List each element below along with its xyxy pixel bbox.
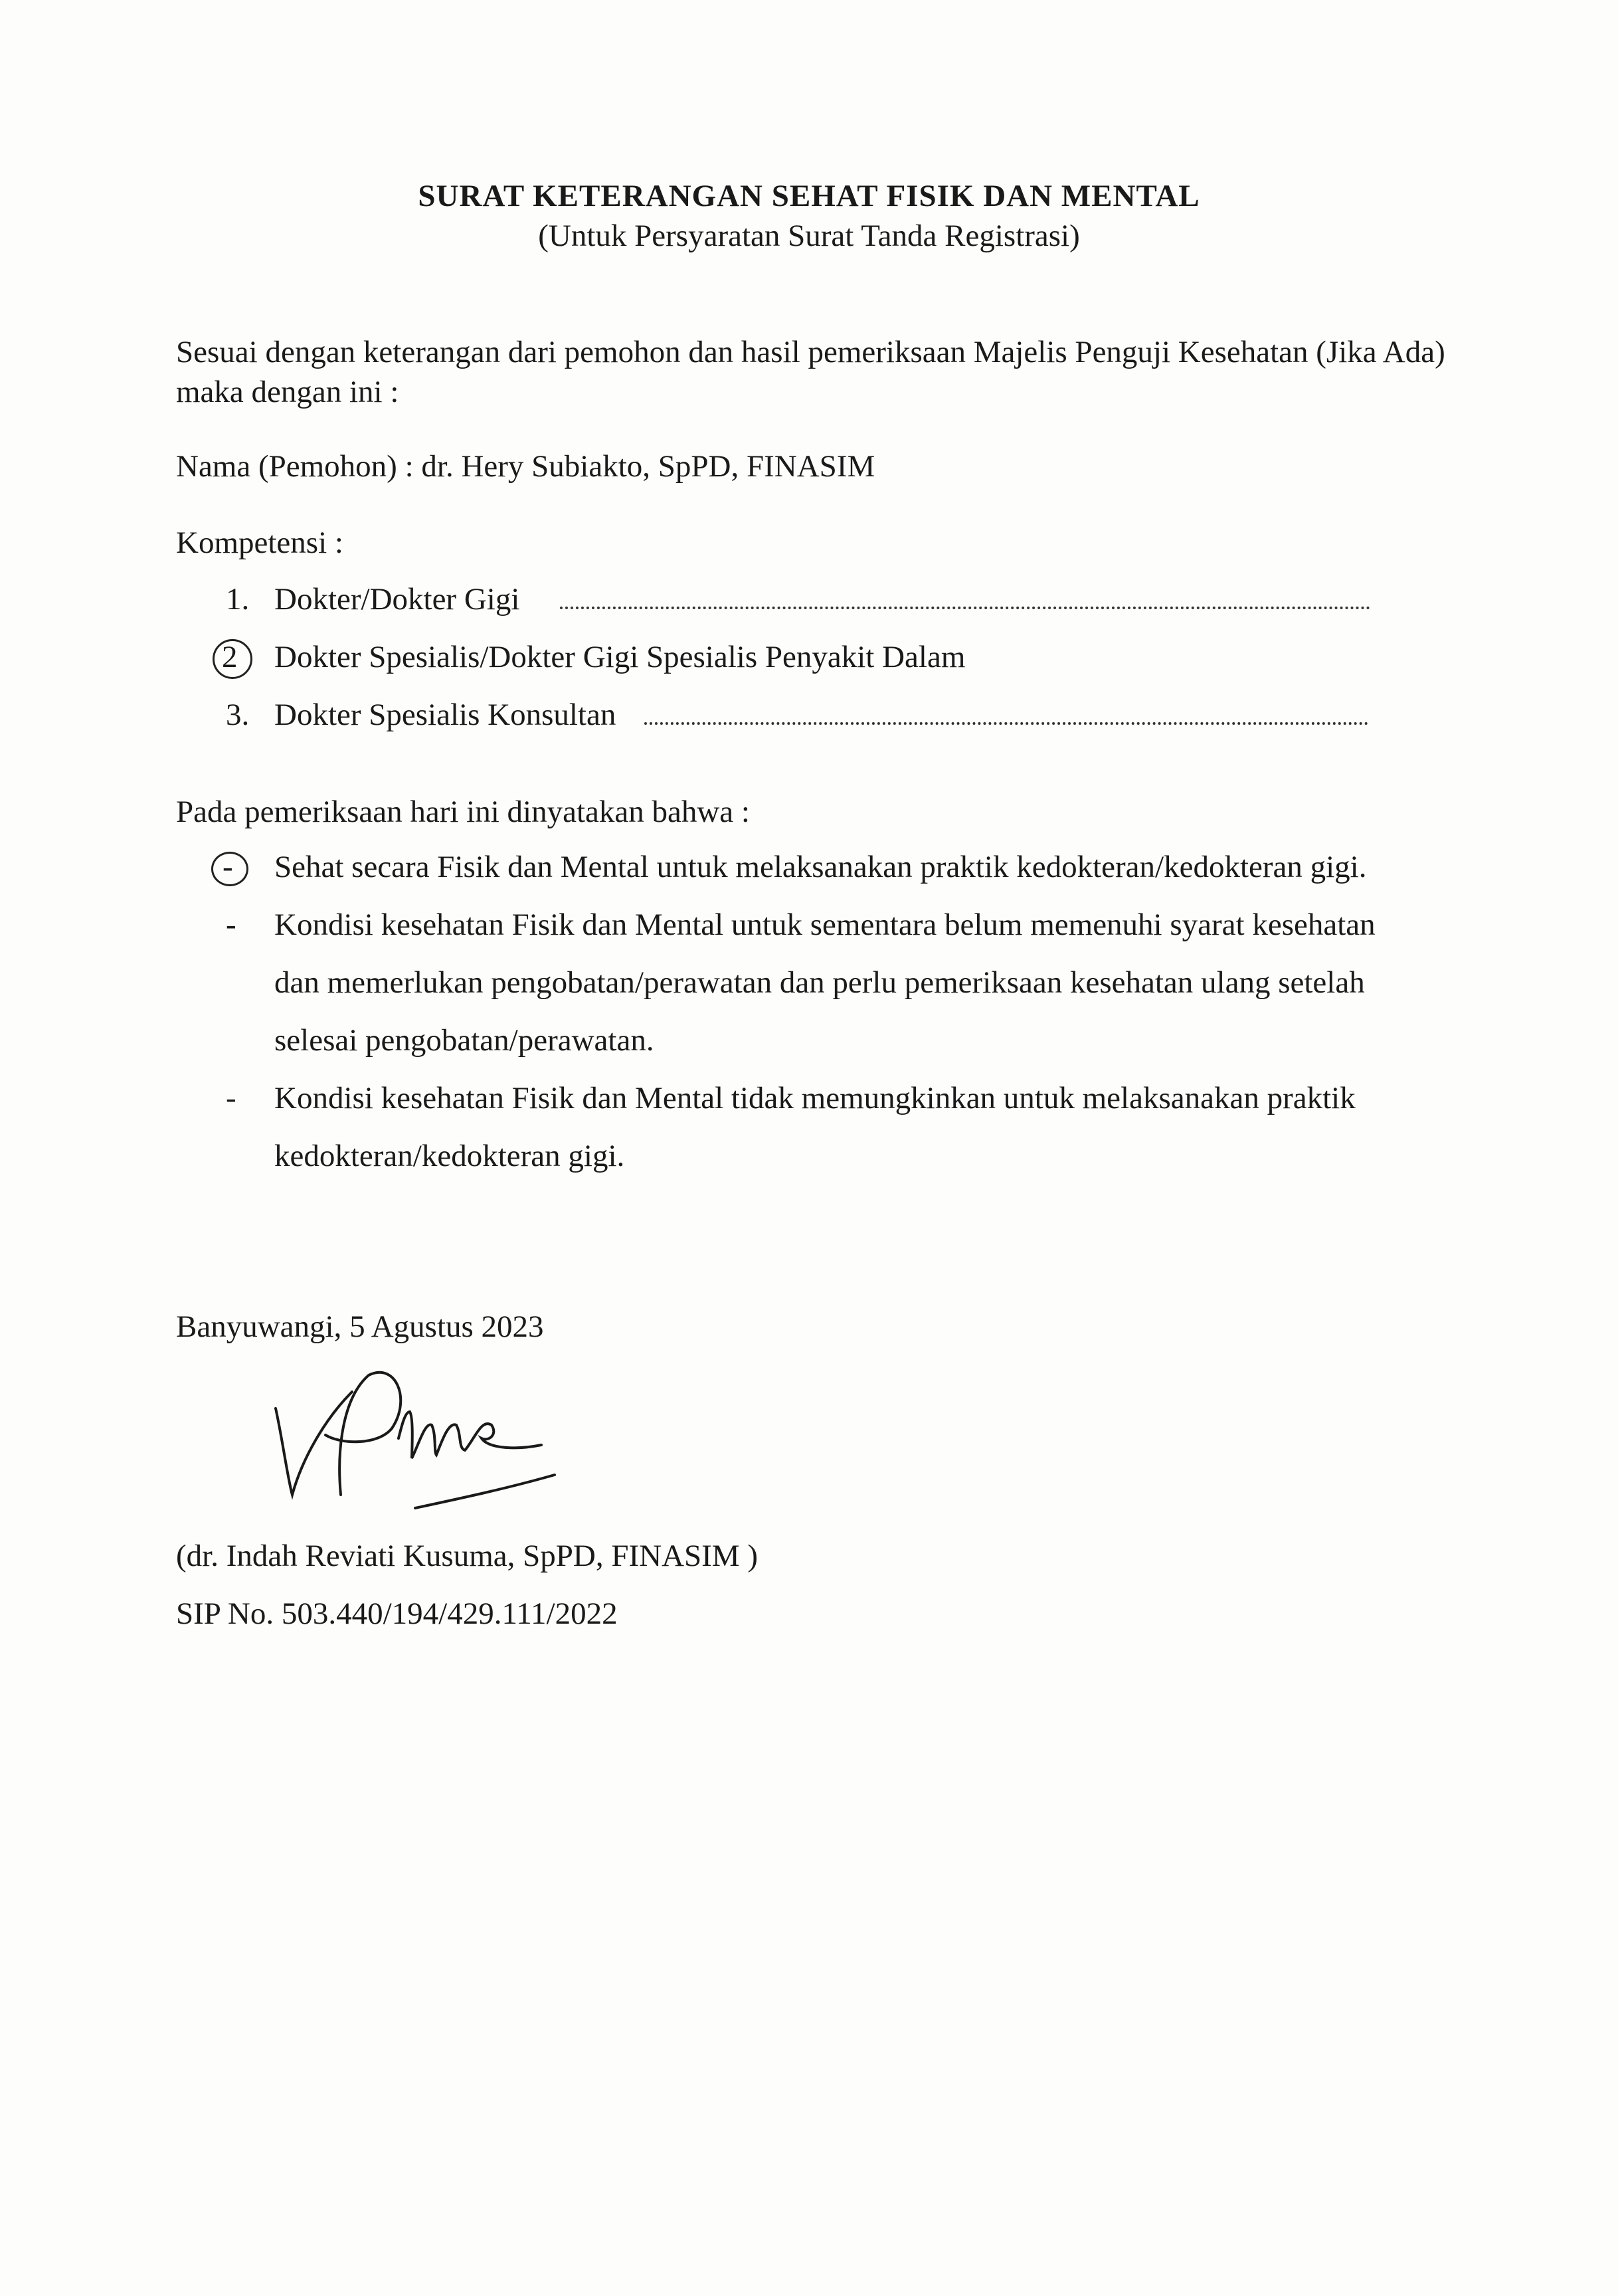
exam-item-line: dan memerlukan pengobatan/perawatan dan perlu pemeriksaan kesehatan ulang setelah xyxy=(274,965,1365,1000)
exam-item-line: selesai pengobatan/perawatan. xyxy=(274,1023,654,1058)
place-date: Banyuwangi, 5 Agustus 2023 xyxy=(176,1309,544,1344)
exam-item-line: kedokteran/kedokteran gigi. xyxy=(274,1139,625,1173)
exam-item-bullet: - xyxy=(226,908,236,942)
sip-number: SIP No. 503.440/194/429.111/2022 xyxy=(176,1596,618,1631)
signature xyxy=(262,1352,581,1525)
exam-item-line: Kondisi kesehatan Fisik dan Mental untuk sementara belum memenuhi syarat kesehatan xyxy=(274,908,1376,942)
exam-item-bullet: - xyxy=(223,850,233,884)
exam-item-line: Kondisi kesehatan Fisik dan Mental tidak memungkinkan untuk melaksanakan praktik xyxy=(274,1081,1356,1115)
intro-paragraph: Sesuai dengan keterangan dari pemohon dan hasil pemeriksaan Majelis Penguji Kesehatan (Jika Ada) maka dengan ini : xyxy=(176,335,1445,409)
fill-in-dotted-line xyxy=(644,702,1368,725)
document-title: SURAT KETERANGAN SEHAT FISIK DAN MENTAL xyxy=(418,179,1200,213)
competence-item-text: Dokter Spesialis/Dokter Gigi Spesialis Penyakit Dalam xyxy=(274,640,966,674)
competence-item-number: 1. xyxy=(226,582,250,617)
exam-item-bullet: - xyxy=(226,1081,236,1115)
applicant-name-line: Nama (Pemohon) : dr. Hery Subiakto, SpPD, FINASIM xyxy=(176,449,875,484)
competence-item-text: Dokter Spesialis Konsultan xyxy=(274,698,616,732)
fill-in-dotted-line xyxy=(560,587,1370,609)
competence-item-text: Dokter/Dokter Gigi xyxy=(274,582,520,617)
competence-item-number: 2 xyxy=(222,640,238,674)
competence-item-number: 3. xyxy=(226,698,250,732)
competence-heading: Kompetensi : xyxy=(176,526,343,560)
signer-name: (dr. Indah Reviati Kusuma, SpPD, FINASIM ) xyxy=(176,1539,758,1573)
examination-heading: Pada pemeriksaan hari ini dinyatakan bahwa : xyxy=(176,795,750,829)
document-subtitle: (Untuk Persyaratan Surat Tanda Registrasi) xyxy=(538,219,1080,253)
exam-item-line: Sehat secara Fisik dan Mental untuk melaksanakan praktik kedokteran/kedokteran gigi. xyxy=(274,850,1367,884)
